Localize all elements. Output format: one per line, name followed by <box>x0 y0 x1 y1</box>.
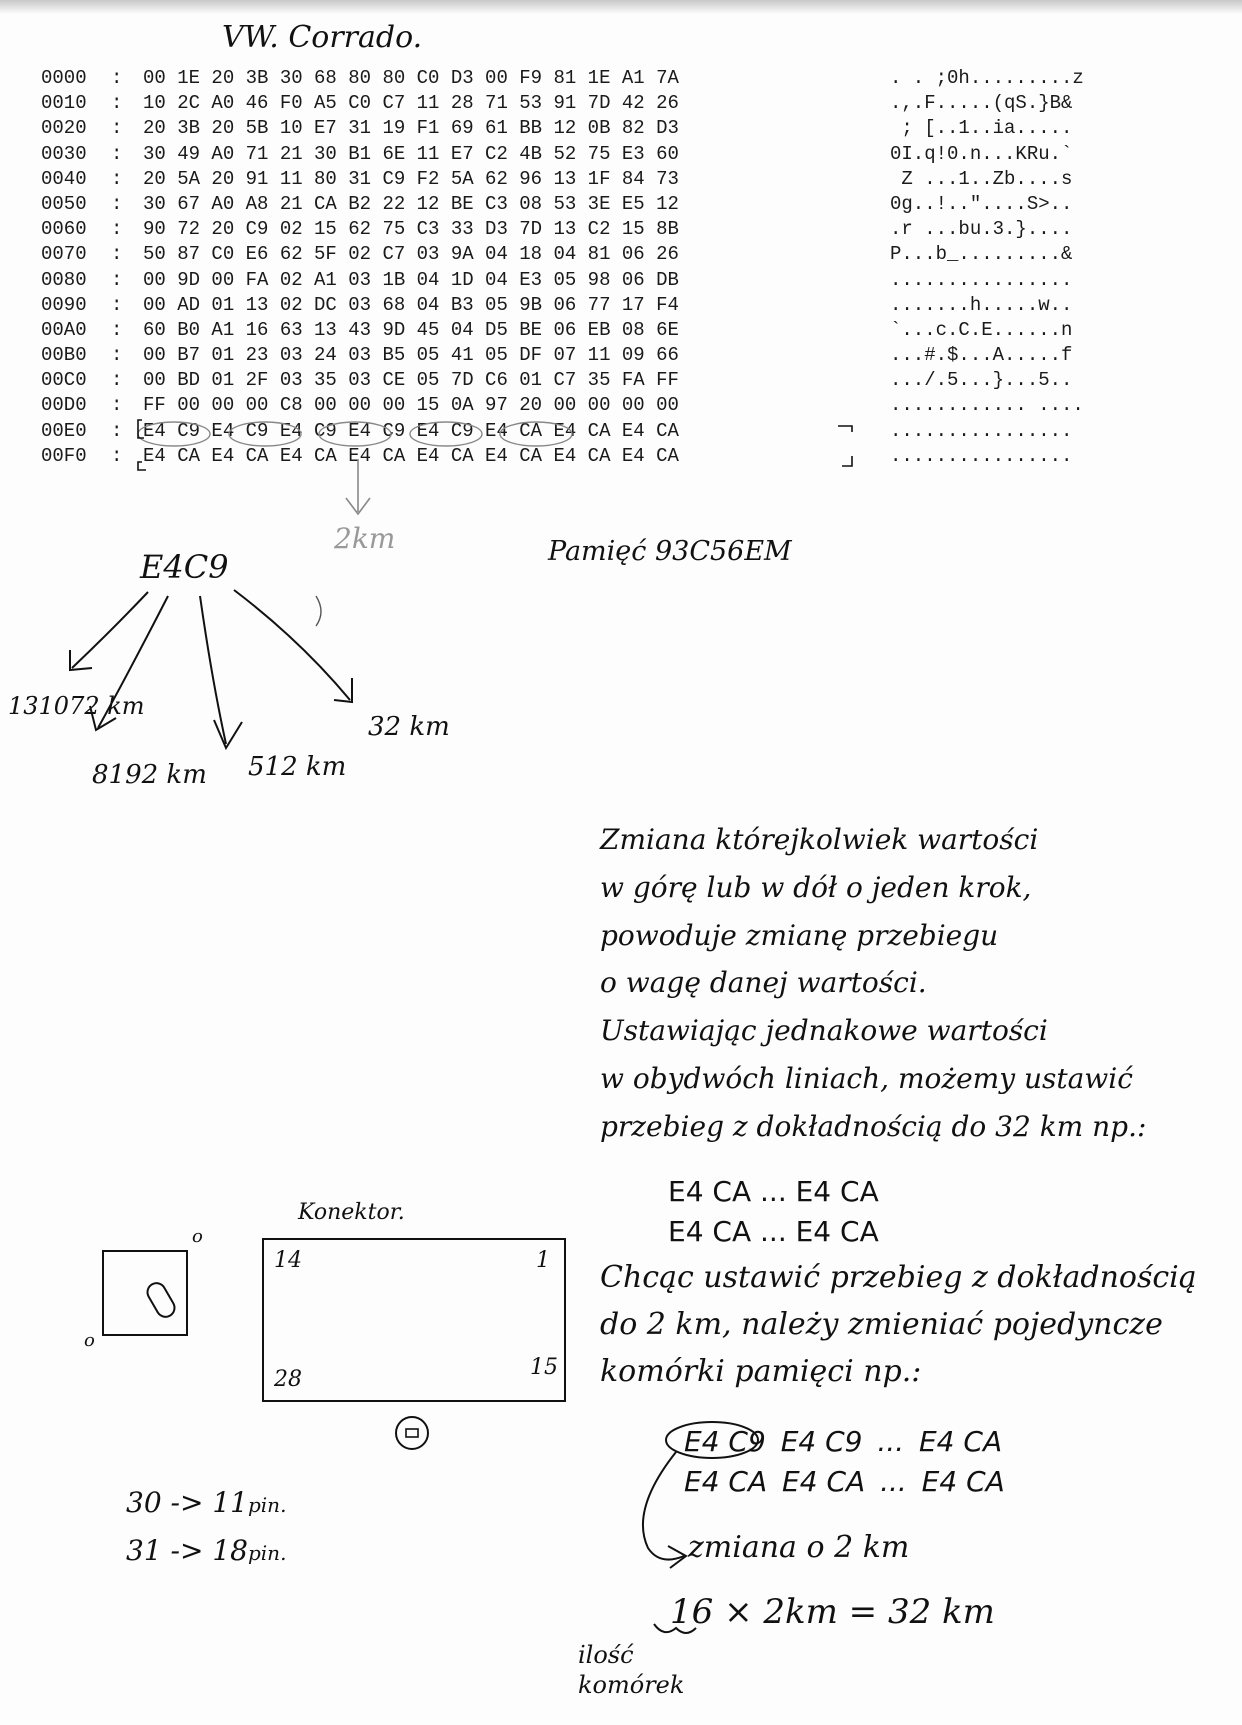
weight-arrows <box>70 590 352 748</box>
corner-mark: o <box>192 1226 203 1247</box>
hex-bytes: 00 AD 01 13 02 DC 03 68 04 B3 05 9B 06 77 17 F4 <box>143 293 679 316</box>
hex-bytes: 00 B7 01 23 03 24 03 B5 05 41 05 DF 07 11 09 66 <box>143 344 679 367</box>
count-label <box>578 1640 684 1700</box>
bracket-right-bottom <box>842 456 852 466</box>
hex-bytes: 30 67 A0 A8 21 CA B2 22 12 BE C3 08 53 3E E5 12 <box>143 192 679 215</box>
hex-separator: : <box>111 318 123 341</box>
circled-cell: E4 C9 <box>684 1425 766 1458</box>
pin-15: 15 <box>530 1355 558 1380</box>
pin-mapping <box>126 1480 286 1576</box>
hex-bytes: 00 BD 01 2F 03 35 03 CE 05 7D C6 01 C7 35 FA FF <box>143 369 679 392</box>
para-line: komórki pamięci np.: <box>600 1354 922 1389</box>
example-row-1 <box>684 1422 1011 1462</box>
hex-separator: : <box>111 344 123 367</box>
cell: ... <box>880 1465 907 1498</box>
hex-ascii: Z ...1..Zb....s <box>890 167 1073 190</box>
hex-bytes: 00 9D 00 FA 02 A1 03 1B 04 1D 04 E3 05 98 06 DB <box>143 268 679 291</box>
hex-separator: : <box>111 293 123 316</box>
cell: E4 CA <box>918 1425 1003 1458</box>
hex-separator: : <box>111 419 123 442</box>
cell: E4 C9 <box>780 1425 863 1458</box>
hex-bytes: 00 1E 20 3B 30 68 80 80 C0 D3 00 F9 81 1E A1 7A <box>143 67 679 89</box>
hex-ascii: ............ .... <box>890 394 1084 417</box>
hex-address: 0050 <box>41 192 87 215</box>
small-curve-mark <box>316 596 321 626</box>
hex-address: 0020 <box>41 117 87 140</box>
hex-address: 0040 <box>41 167 87 190</box>
hex-ascii: 0I.q!0.n...KRu.` <box>890 142 1073 165</box>
hex-separator: : <box>111 142 123 165</box>
hex-separator: : <box>111 444 123 467</box>
example-2km <box>684 1422 1011 1502</box>
para-line: przebieg z dokładnością do 32 km np.: <box>600 1109 1147 1143</box>
hex-address: 00A0 <box>41 318 87 341</box>
memory-chip-label: Pamięć 93C56EM <box>548 536 792 567</box>
count-label-line: komórek <box>578 1671 685 1699</box>
weight-131072: 131072 km <box>8 692 145 720</box>
hex-address: 0030 <box>41 142 87 165</box>
hex-ascii: .......h.....w.. <box>890 293 1073 316</box>
hex-ascii: P...b_.........& <box>890 243 1073 266</box>
hex-bytes: E4 CA E4 CA E4 CA E4 CA E4 CA E4 CA E4 CA E4 CA <box>143 444 679 467</box>
hex-ascii: ................ <box>890 419 1073 442</box>
hex-bytes: 10 2C A0 46 F0 A5 C0 C7 11 28 71 53 91 7D 42 26 <box>143 92 679 115</box>
hex-address: 0090 <box>41 293 87 316</box>
hex-ascii: ...#.$...A.....f <box>890 344 1073 367</box>
weight-8192: 8192 km <box>92 760 207 790</box>
connector-label: Konektor. <box>298 1200 405 1225</box>
para-line: Zmiana którejkolwiek wartości <box>600 823 1039 856</box>
change-note: zmiana o 2 km <box>688 1530 910 1565</box>
value-e4c9-label: E4C9 <box>140 548 229 586</box>
hex-address: 00B0 <box>41 344 87 367</box>
hex-bytes: 90 72 20 C9 02 15 62 75 C3 33 D3 7D 13 C2 15 8B <box>143 218 679 241</box>
example-32km <box>668 1172 879 1252</box>
example-arrow <box>643 1452 684 1560</box>
example-row-2 <box>684 1462 1011 1502</box>
cell: E4 CA <box>782 1465 866 1498</box>
explanation-paragraph <box>600 816 1230 1151</box>
bracket-left-bottom <box>138 462 146 470</box>
hex-ascii: .../.5...}...5.. <box>890 369 1073 392</box>
hex-separator: : <box>111 243 123 266</box>
weight-512: 512 km <box>248 752 347 782</box>
para-line: Ustawiając jednakowe wartości <box>600 1014 1048 1048</box>
hex-address: 00D0 <box>41 394 87 417</box>
hex-separator: : <box>111 167 123 190</box>
hex-separator: : <box>111 67 123 89</box>
hex-separator: : <box>111 192 123 215</box>
hex-separator: : <box>111 218 123 241</box>
cell: E4 CA <box>921 1465 1005 1498</box>
arrow-note-2km: 2km <box>334 522 396 555</box>
hex-ascii: .,.F.....(qS.}B& <box>890 92 1073 115</box>
page-title: VW. Corrado. <box>222 20 423 55</box>
count-label-line: ilość <box>578 1641 634 1669</box>
hex-separator: : <box>111 117 123 140</box>
para-line: powoduje zmianę przebiegu <box>600 918 999 952</box>
para-line: Chcąc ustawić przebieg z dokładnością <box>600 1260 1197 1295</box>
hex-separator: : <box>111 92 123 115</box>
explanation-paragraph-2 <box>600 1254 1197 1395</box>
pin-line: 31 -> 18pin. <box>126 1534 287 1567</box>
hex-bytes: 20 5A 20 91 11 80 31 C9 F2 5A 62 96 13 1F 84 73 <box>143 167 679 190</box>
sensor-box <box>102 1250 188 1336</box>
hex-separator: : <box>111 369 123 392</box>
para-line: w obydwóch liniach, możemy ustawić <box>600 1061 1133 1095</box>
hex-address: 00E0 <box>41 419 87 442</box>
pin-1: 1 <box>536 1248 550 1273</box>
para-line: do 2 km, należy zmieniać pojedyncze <box>600 1307 1163 1342</box>
hex-address: 00F0 <box>41 444 87 467</box>
formula: 16 × 2km = 32 km <box>670 1592 995 1632</box>
hex-separator: : <box>111 394 123 417</box>
hex-address: 0000 <box>41 67 87 89</box>
arrow-to-2km <box>346 460 370 514</box>
hex-address: 0080 <box>41 268 87 291</box>
hex-address: 0010 <box>41 92 87 115</box>
hex-bytes: 30 49 A0 71 21 30 B1 6E 11 E7 C2 4B 52 75 E3 60 <box>143 142 679 165</box>
corner-mark: o <box>84 1330 95 1351</box>
hex-ascii: ; [..1..ia..... <box>890 117 1073 140</box>
pin-14: 14 <box>274 1248 302 1273</box>
cell: E4 CA <box>684 1465 768 1498</box>
hex-bytes: 50 87 C0 E6 62 5F 02 C7 03 9A 04 18 04 81 06 26 <box>143 243 679 266</box>
para-line: w górę lub w dół o jeden krok, <box>600 870 1032 904</box>
pin-line: 30 -> 11pin. <box>126 1486 287 1519</box>
weight-32: 32 km <box>368 712 450 742</box>
hex-bytes: FF 00 00 00 C8 00 00 00 15 0A 97 20 00 00 00 00 <box>143 394 679 417</box>
hex-bytes: E4 C9 E4 C9 E4 C9 E4 C9 E4 C9 E4 CA E4 CA E4 CA <box>143 419 679 442</box>
hex-ascii: . . ;0h.........z <box>890 67 1084 89</box>
hex-address: 00C0 <box>41 369 87 392</box>
hex-separator: : <box>111 268 123 291</box>
hex-bytes: 60 B0 A1 16 63 13 43 9D 45 04 D5 BE 06 EB 08 6E <box>143 318 679 341</box>
connector-diagram <box>262 1238 566 1402</box>
hex-bytes: 20 3B 20 5B 10 E7 31 19 F1 69 61 BB 12 0B 82 D3 <box>143 117 679 140</box>
hex-ascii: ................ <box>890 268 1073 291</box>
example-line: E4 CA ... E4 CA <box>668 1175 879 1208</box>
hex-address: 0070 <box>41 243 87 266</box>
hex-ascii: `...c.C.E......n <box>890 318 1073 341</box>
hex-ascii: .r ...bu.3.}.... <box>890 218 1073 241</box>
cell: ... <box>877 1425 905 1458</box>
example-line: E4 CA ... E4 CA <box>668 1215 879 1248</box>
hex-ascii: 0g..!.."....S>.. <box>890 192 1073 215</box>
pin-28: 28 <box>274 1367 302 1392</box>
circle-symbol <box>396 1417 428 1449</box>
hex-address: 0060 <box>41 218 87 241</box>
bracket-right-top <box>838 426 852 432</box>
e4c9-ovals <box>138 422 572 446</box>
para-line: o wagę danej wartości. <box>600 966 927 1000</box>
hex-ascii: ................ <box>890 444 1073 467</box>
